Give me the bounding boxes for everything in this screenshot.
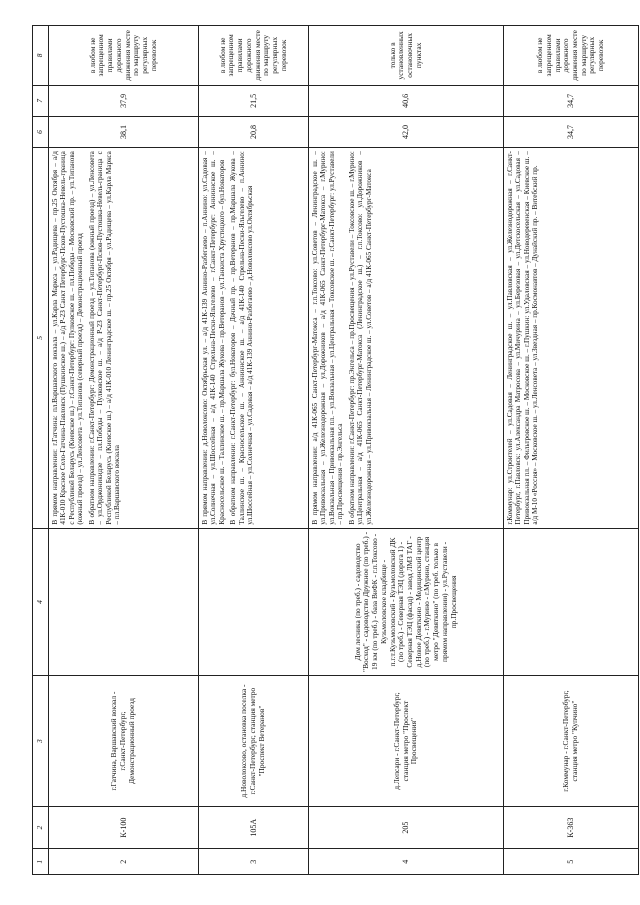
length-backward: 37,9 [49,85,199,116]
route-path [309,148,504,528]
route-path [199,148,309,528]
header-cell: 6 [33,116,49,147]
header-cell: 7 [33,85,49,116]
row-number: 5 [504,849,639,875]
route-name: д.Лепсари - г.Санкт-Петербург, станция метро "Проспект Просвещения" [309,676,504,807]
header-cell: 3 [33,676,49,807]
route-number: 105А [199,806,309,849]
routes-table [32,25,639,875]
header-cell: 4 [33,528,49,676]
route-number: К-363 [504,806,639,849]
length-forward: 34,7 [504,116,639,147]
path-forward: В прямом направлении: а/д 41К-065 Санкт-Петербург-Матокса – г.п.Токсово: ул.Советов – Ленинградское ш. – ул.Привокзальная – ул.Железнодорожная – ул.Дорожников – а/д 41К-065 Санкт-Петербург-Матокса – г.Мурино: ул.Вокзальная – Привокзальная пл. – ул.Вокзальная – ул.Центральная – Токсовское ш. – г.Санкт-Петербург: ул.Руставели – пр.Просвещения – пр.Энгельса [311,151,345,525]
length-backward: 21,5 [199,85,309,116]
header-cell: 8 [33,26,49,86]
stops-list: Дом лесника (по треб.) - садоводство "Восход" - садоводство Дружное (по треб.) - 19 км (по треб.) - база ВиФК - г.п.Токсово - Кузьмоловское кладбище - п.г.т.Кузьмоловский - Кузьмоловский ДК (по треб.) - Северная ТЭЦ (дорога 1) - Северная ТЭЦ (фасад) - завод ЛМЗ ТАГ - д.Новое Девяткино - Медицинский центр (по треб.) - г.Мурино - г.Мурино, станция метро "Девяткино" (по треб. только в прямом направлении) - ул.Руставели - пр.Просвещения [309,528,504,676]
header-cell: 5 [33,148,49,528]
row-number: 3 [199,849,309,875]
stop-order: в любом не запрещенном правилами дорожного движения месте по маршруту регулярных перевозок [49,26,199,86]
stop-order: в любом не запрещенном правилами дорожного движения месте по маршруту регулярных перевозок [504,26,639,86]
path-forward: г.Коммунар: ул.Строителей – ул.Садовая – Ленинградское ш. – ул.Павловская – ул.Железнодорожная – г.Санкт-Петербург, г.Павловск: ул.Александра Матросова – ул.Мичурина – ул.Березовая – ул.Детскосельская – ул.Садовая – Привокзальная пл. – Фильтровское ш. – Московское ш. – г.Пушкин: ул.Удаловская – ул.Новодеревенская – Киевское ш. – а/д М-10 «Россия» – Московское ш. – ул.Ленсовета – ул.Звездная – пр.Космонавтов – Дунайский пр. – Витебский пр. [506,151,540,525]
row-number: 4 [309,849,504,875]
table-row [309,26,504,875]
path-forward: В прямом направлении: д.Новолоксово: Октябрьская ул. – а/д 41К-139 Аннино-Разбегаево – п.Аннино: ул.Садовая – ул.Солнечная – ул.Шоссейная – а/д 41К-140 Стрельна-Пески-Яльгелево – г.Санкт-Петербург: Анниннское ш. – Красносельское ш. – Таллинское ш. – пр.Маршала Жукова – пр.Ветеранов – ул.Танкиста Хрустицкого – бул.Новаторов [201,151,226,525]
header-row [33,26,49,875]
length-backward: 40,6 [309,85,504,116]
table-row [49,26,199,875]
path-backward: В обратном направлении: г.Санкт-Петербург: бул.Новаторов – Дачный пр. – пр.Ветеранов – пр.Маршала Жукова – Таллинское ш. – Красносельское ш. – Анниннское ш. – а/д 41К-140 Стрельна-Пески-Яльгелево – п.Аннино: ул.Шоссейная – ул.Солнечная – ул.Садовая – а/д 41К-139 Аннино-Разбегаево – д.Новолоксово ул.Октябрьская [229,151,255,525]
route-name: г.Коммунар - г.Санкт-Петербург, станция метро "Купчино" [504,676,639,807]
stop-order: только в установленных остановочных пунктах [309,26,504,86]
path-backward: В обратном направлении: г.Санкт-Петербург: Демонстрационный проезд – ул.Типанова (южный проезд) – ул.Ленсовета – ул.Орджоникидзе – пл.Победы – Пулковское ш. – а/д Р-23 Санкт-Петербург-Псков-Пустошка-Невель-граница с Республикой Беларусь (Киевское ш.) – а/д 41К-010 Ленинградское ш. – пр.25 Октября – ул.Радищева – ул.Карла Маркса – пл.Варшавского вокзала [87,151,122,525]
route-number: 205 [309,806,504,849]
path-backward: В обратном направлении: г.Санкт-Петербург: пр.Энгельса – пр.Просвещения – ул.Руставели – Токсовское ш. – г.Мурино: ул.Центральная – а/д 41К-065 Санкт-Петербург-Матокса (Ленинградское ш.) – г.п.Токсово: ул.Дорожников – ул.Железнодорожная – ул.Привокзальная – Ленинградское ш. – ул.Советов – а/д 41К-065 Санкт-Петербург-Матокса [347,151,373,525]
route-number: К-100 [49,806,199,849]
rotated-table-wrapper [32,25,637,875]
header-cell: 1 [33,849,49,875]
row-number: 2 [49,849,199,875]
length-forward: 38,1 [49,116,199,147]
stops-list [49,528,199,676]
route-name: д.Новолоксово, остановка поселка - г.Санкт-Петербург, станция метро "Проспект Ветеранов" [199,676,309,807]
route-name: г.Гатчина, Варшавский вокзал - г.Санкт-Петербург, Демонстрационный проезд [49,676,199,807]
header-cell: 2 [33,806,49,849]
route-path [504,148,639,528]
stops-list [199,528,309,676]
length-backward: 34,7 [504,85,639,116]
stop-order: в любом не запрещенном правилами дорожного движения месте по маршруту регулярных перевозок [199,26,309,86]
table-row [504,26,639,875]
table-row [199,26,309,875]
length-forward: 20,8 [199,116,309,147]
stops-list [504,528,639,676]
length-forward: 42,0 [309,116,504,147]
route-path [49,148,199,528]
path-forward: В прямом направлении: г.Гатчина: пл.Варшавского вокзала – ул.Карла Маркса – ул.Радищева – пр.25 Октября – а/д 41К-010 Красное Село-Гатчина-Павловск (Пушкинское ш.) – а/д Р-23 Санкт Петербург-Псков-Пустошка-Невель-граница с Республикой Беларусь (Киевское ш.) – г.Санкт-Петербург: Пулковское ш. – пл.Победы – Московский пр. – ул.Типанова (южный проезд) – ул.Ленсовета – ул.Типанова (северный проезд) – Демонстрационный проезд [51,151,85,525]
